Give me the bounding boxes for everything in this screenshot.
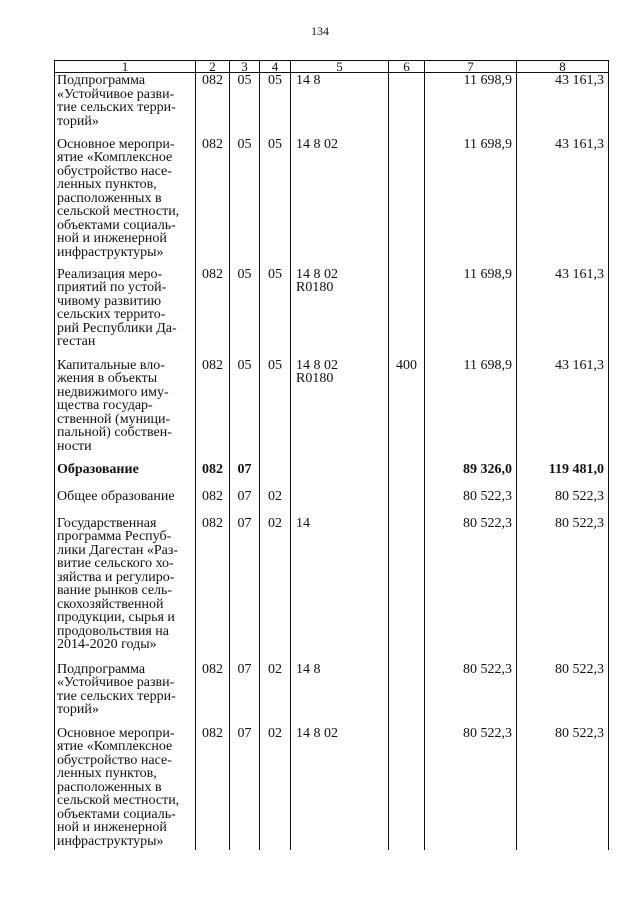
table-row (55, 358, 609, 462)
row-amount-8: 43 161,3 (517, 137, 609, 267)
row-vr-code (389, 73, 425, 137)
row-csr-code: 14 8 02 (291, 137, 389, 267)
row-amount-8: 80 522,3 (517, 516, 609, 662)
row-pr-code: 05 (260, 358, 291, 462)
row-gr-code: 082 (196, 489, 230, 516)
row-rz-code: 07 (230, 726, 260, 850)
row-vr-code (389, 662, 425, 726)
row-csr-code: 14 8 (291, 662, 389, 726)
column-header: 5 (291, 61, 389, 73)
row-rz-code: 07 (230, 462, 260, 489)
row-amount-7: 80 522,3 (425, 489, 517, 516)
row-vr-code (389, 267, 425, 358)
row-csr-code (291, 489, 389, 516)
row-amount-7: 11 698,9 (425, 137, 517, 267)
row-vr-code: 400 (389, 358, 425, 462)
row-pr-code: 02 (260, 516, 291, 662)
row-csr-code: 14 8 02 R0180 (291, 267, 389, 358)
row-gr-code: 082 (196, 73, 230, 137)
row-rz-code: 05 (230, 358, 260, 462)
column-header: 8 (517, 61, 609, 73)
row-amount-7: 11 698,9 (425, 73, 517, 137)
table-header (55, 61, 609, 73)
row-amount-7: 11 698,9 (425, 267, 517, 358)
column-header: 3 (230, 61, 260, 73)
row-name: Реализация меро- приятий по устой- чивому развитию сельских террито- рий Республики Да- гестан (55, 267, 196, 358)
row-rz-code: 05 (230, 267, 260, 358)
row-name: Образование (55, 462, 196, 489)
row-rz-code: 07 (230, 489, 260, 516)
table-row (55, 489, 609, 516)
table-row (55, 267, 609, 358)
table-row (55, 726, 609, 850)
column-header: 4 (260, 61, 291, 73)
row-name: Подпрограмма «Устойчивое разви- тие сельских терри- торий» (55, 662, 196, 726)
row-pr-code: 02 (260, 662, 291, 726)
row-gr-code: 082 (196, 726, 230, 850)
row-csr-code: 14 8 (291, 73, 389, 137)
row-amount-8: 80 522,3 (517, 726, 609, 850)
table-row (55, 662, 609, 726)
row-vr-code (389, 516, 425, 662)
row-amount-7: 11 698,9 (425, 358, 517, 462)
row-pr-code: 05 (260, 137, 291, 267)
row-pr-code: 05 (260, 267, 291, 358)
table-row (55, 137, 609, 267)
row-csr-code (291, 462, 389, 489)
row-rz-code: 05 (230, 137, 260, 267)
row-name: Государственная программа Респуб- лики Дагестан «Раз- витие сельского хо- зяйства и регулиро- вание рынков сель- скохозяйственной продукции, сырья и продовольствия на 2014-2020 годы» (55, 516, 196, 662)
row-amount-8: 80 522,3 (517, 489, 609, 516)
row-gr-code: 082 (196, 516, 230, 662)
budget-table (54, 60, 609, 850)
row-amount-8: 80 522,3 (517, 662, 609, 726)
row-name: Основное меропри- ятие «Комплексное обустройство насе- ленных пунктов, расположенных в сельской местности, объектами социаль- ной и инженерной инфраструктуры» (55, 137, 196, 267)
row-vr-code (389, 137, 425, 267)
table-row (55, 462, 609, 489)
row-amount-7: 80 522,3 (425, 662, 517, 726)
row-amount-8: 119 481,0 (517, 462, 609, 489)
row-amount-8: 43 161,3 (517, 358, 609, 462)
row-name: Основное меропри- ятие «Комплексное обустройство насе- ленных пунктов, расположенных в сельской местности, объектами социаль- ной и инженерной инфраструктуры» (55, 726, 196, 850)
row-amount-8: 43 161,3 (517, 73, 609, 137)
row-gr-code: 082 (196, 137, 230, 267)
row-name: Подпрограмма «Устойчивое разви- тие сельских терри- торий» (55, 73, 196, 137)
column-header: 1 (55, 61, 196, 73)
row-gr-code: 082 (196, 358, 230, 462)
row-gr-code: 082 (196, 662, 230, 726)
row-amount-7: 80 522,3 (425, 726, 517, 850)
column-header: 7 (425, 61, 517, 73)
row-amount-7: 80 522,3 (425, 516, 517, 662)
row-csr-code: 14 8 02 R0180 (291, 358, 389, 462)
column-header: 6 (389, 61, 425, 73)
row-amount-7: 89 326,0 (425, 462, 517, 489)
row-gr-code: 082 (196, 267, 230, 358)
row-name: Общее образование (55, 489, 196, 516)
table-body (55, 73, 609, 850)
table-row (55, 516, 609, 662)
table-row (55, 73, 609, 137)
row-pr-code: 05 (260, 73, 291, 137)
row-pr-code (260, 462, 291, 489)
page-number: 134 (311, 24, 329, 38)
row-gr-code: 082 (196, 462, 230, 489)
row-pr-code: 02 (260, 489, 291, 516)
row-amount-8: 43 161,3 (517, 267, 609, 358)
row-vr-code (389, 726, 425, 850)
row-csr-code: 14 (291, 516, 389, 662)
column-header: 2 (196, 61, 230, 73)
row-vr-code (389, 489, 425, 516)
row-rz-code: 07 (230, 662, 260, 726)
header-row (55, 61, 609, 73)
row-vr-code (389, 462, 425, 489)
row-pr-code: 02 (260, 726, 291, 850)
row-csr-code: 14 8 02 (291, 726, 389, 850)
row-rz-code: 07 (230, 516, 260, 662)
row-name: Капитальные вло- жения в объекты недвижимого иму- щества государ- ственной (муници- пальной) собствен- ности (55, 358, 196, 462)
row-rz-code: 05 (230, 73, 260, 137)
